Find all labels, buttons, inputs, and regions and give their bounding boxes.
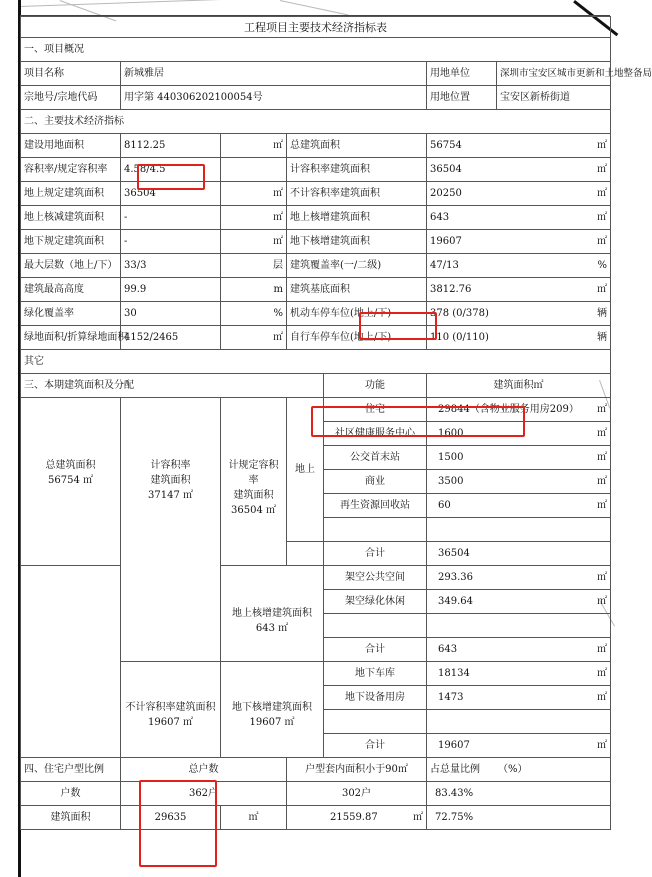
indicator-value: 3812.76 [430, 284, 472, 295]
indicator-label: 地上核增建筑面积 [287, 206, 427, 230]
indicator-label: 建设用地面积 [21, 134, 121, 158]
fa-area-label: 计容积率 [150, 460, 191, 471]
indicator-label: 最大层数（地上/下） [21, 254, 121, 278]
function-area-unit: ㎡ [597, 404, 607, 415]
indicator-value-with-unit [427, 206, 611, 230]
indicator-value: 4152/2465 [121, 326, 221, 350]
indicator-value: 36504 [430, 164, 462, 175]
function-name: 再生资源回收站 [324, 494, 427, 518]
function-name: 地下车库 [324, 662, 427, 686]
function-area-value: 3500 [438, 476, 464, 487]
function-area [427, 398, 611, 422]
total-area-label: 总建筑面积 [45, 460, 96, 471]
function-area-value: 1600 [438, 428, 464, 439]
underground-area-value: 19607 [249, 716, 282, 728]
subtotal-value: 19607 [438, 740, 470, 751]
underground-area-cell [221, 662, 324, 758]
increased-area-label: 地上核增建筑面积 [232, 607, 312, 619]
subtotal-label: 合计 [324, 542, 427, 566]
section-heading: 一、项目概况 [21, 38, 611, 62]
area-small-value: 21559.87 [330, 812, 378, 823]
indicator-value: 8112.25 [121, 134, 221, 158]
indicator-value: 19607 [430, 236, 462, 247]
indicator-table [20, 16, 652, 830]
function-name [324, 614, 427, 638]
above-ground-label: 地上 [287, 398, 324, 542]
area-total-unit: ㎡ [221, 806, 287, 830]
indicator-unit: % [597, 260, 607, 271]
indicator-unit: 辆 [597, 332, 607, 343]
non-fa-area-value: 19607 [148, 716, 180, 728]
indicator-unit: ㎡ [597, 284, 607, 295]
indicator-value: - [121, 206, 221, 230]
indicator-row [21, 302, 611, 326]
table-title: 工程项目主要技术经济指标表 [21, 17, 611, 38]
function-name [324, 710, 427, 734]
subtotal-unit: ㎡ [597, 740, 607, 751]
total-households-header: 总户数 [121, 758, 287, 782]
indicator-label: 总建筑面积 [287, 134, 427, 158]
function-area-unit: ㎡ [597, 500, 607, 511]
households-small: 302户 [287, 782, 427, 806]
function-header: 功能 [324, 374, 427, 398]
section-heading: 二、主要技术经济指标 [21, 110, 611, 134]
indicator-unit: ㎡ [597, 164, 607, 175]
indicator-value: 33/3 [121, 254, 221, 278]
function-area-value: 349.64 [438, 596, 473, 607]
land-unit-label: 用地单位 [427, 62, 497, 86]
total-area-value: 56754 [48, 475, 80, 486]
function-area [427, 494, 611, 518]
function-area [427, 614, 611, 638]
indicator-label: 建筑最高高度 [21, 278, 121, 302]
subtotal-area [427, 734, 611, 758]
indicator-label: 绿地面积/折算绿地面积 [21, 326, 121, 350]
indicator-value: 4.58/4.5 [121, 158, 221, 182]
indicator-unit: ㎡ [597, 188, 607, 199]
function-area [427, 446, 611, 470]
fa-area-unit: ㎡ [183, 490, 193, 501]
indicator-value-with-unit [427, 158, 611, 182]
indicator-value: 20250 [430, 188, 462, 199]
indicator-value: 378 (0/378) [430, 308, 489, 319]
fa-area-value: 37147 [148, 490, 180, 501]
blank-cell [21, 566, 121, 758]
parcel-label: 宗地号/宗地代码 [21, 86, 121, 110]
indicator-row [21, 254, 611, 278]
subtotal-value: 643 [438, 644, 458, 655]
indicator-value: 99.9 [121, 278, 221, 302]
indicator-label: 地下规定建筑面积 [21, 230, 121, 254]
ratio-header [427, 758, 611, 782]
indicator-unit: ㎡ [221, 206, 287, 230]
ratio-header-unit: （%） [498, 764, 528, 775]
regulated-area-label-2: 建筑面积 [233, 490, 274, 501]
function-area [427, 422, 611, 446]
function-area-value: 1500 [438, 452, 464, 463]
indicator-unit: % [221, 302, 287, 326]
indicator-unit: m [221, 278, 287, 302]
increased-area-unit: ㎡ [278, 622, 289, 634]
total-area-unit: ㎡ [83, 475, 93, 486]
indicator-label: 建筑基底面积 [287, 278, 427, 302]
project-name-label: 项目名称 [21, 62, 121, 86]
subtotal-label: 合计 [324, 638, 427, 662]
function-area [427, 566, 611, 590]
indicator-value: 110 (0/110) [430, 332, 489, 343]
fa-area-cell [121, 398, 221, 662]
indicator-value-with-unit [427, 326, 611, 350]
indicator-unit [221, 158, 287, 182]
background-drawing-line [20, 0, 250, 7]
location-value: 宝安区新桥街道 [497, 86, 611, 110]
indicator-unit: ㎡ [597, 212, 607, 223]
indicator-value-with-unit [427, 278, 611, 302]
function-area [427, 518, 611, 542]
function-area [427, 710, 611, 734]
function-area-value: 293.36 [438, 572, 473, 583]
section-heading: 三、本期建筑面积及分配 [21, 374, 324, 398]
indicator-label: 地下核增建筑面积 [287, 230, 427, 254]
parcel-value: 用字第 440306202100054号 [121, 86, 427, 110]
underground-area-unit: ㎡ [284, 716, 295, 728]
indicator-value-with-unit [427, 254, 611, 278]
indicator-unit: 层 [221, 254, 287, 278]
function-area [427, 686, 611, 710]
indicator-unit: ㎡ [597, 140, 607, 151]
indicator-value: - [121, 230, 221, 254]
increased-area-cell [221, 566, 324, 662]
households-total: 362户 [121, 782, 287, 806]
function-area [427, 662, 611, 686]
non-fa-area-cell [121, 662, 221, 758]
ratio-row-label: 建筑面积 [21, 806, 121, 830]
indicator-value: 643 [430, 212, 450, 223]
function-area-unit: ㎡ [597, 668, 607, 679]
indicator-label: 自行车停车位(地上/下) [287, 326, 427, 350]
total-area-cell [21, 398, 121, 566]
function-area-value: 60 [438, 500, 451, 511]
indicator-label: 机动车停车位(地上/下) [287, 302, 427, 326]
non-fa-area-label: 不计容积率建筑面积 [125, 701, 216, 713]
area-ratio: 72.75% [427, 806, 611, 830]
location-label: 用地位置 [427, 86, 497, 110]
area-total: 29635 [121, 806, 221, 830]
function-area-unit: ㎡ [597, 692, 607, 703]
subtotal-area [427, 638, 611, 662]
indicator-label: 地上核减建筑面积 [21, 206, 121, 230]
function-area [427, 470, 611, 494]
area-header: 建筑面积㎡ [427, 374, 611, 398]
indicator-value: 30 [121, 302, 221, 326]
function-name [324, 518, 427, 542]
indicator-value-with-unit [427, 134, 611, 158]
indicator-value-with-unit [427, 230, 611, 254]
section-heading: 四、住宅户型比例 [21, 758, 121, 782]
fa-area-label-2: 建筑面积 [150, 475, 191, 486]
indicator-label: 容积率/规定容积率 [21, 158, 121, 182]
indicator-row [21, 182, 611, 206]
regulated-area-label: 计规定容积率 [228, 460, 279, 486]
blank-cell [287, 542, 324, 566]
function-name: 社区健康服务中心 [324, 422, 427, 446]
indicator-row [21, 278, 611, 302]
increased-area-value: 643 [255, 622, 275, 634]
function-area-value: 18134 [438, 668, 470, 679]
subtotal-area [427, 542, 611, 566]
indicator-value: 36504 [121, 182, 221, 206]
function-name: 地下设备用房 [324, 686, 427, 710]
indicator-row [21, 230, 611, 254]
function-area-unit: ㎡ [597, 452, 607, 463]
background-drawing-line [280, 0, 349, 16]
indicator-unit: ㎡ [221, 326, 287, 350]
project-name-value: 新城雅居 [121, 62, 427, 86]
underground-area-label: 地下核增建筑面积 [232, 701, 312, 713]
non-fa-area-unit: ㎡ [183, 716, 193, 728]
indicator-table-sheet [20, 15, 652, 830]
function-area-unit: ㎡ [597, 476, 607, 487]
indicator-label: 绿化覆盖率 [21, 302, 121, 326]
area-small-unit: ㎡ [413, 812, 423, 823]
subtotal-label: 合计 [324, 734, 427, 758]
function-area-value: 29844（含物业服务用房209） [438, 404, 579, 415]
function-area-unit: ㎡ [597, 572, 607, 583]
indicator-unit: 辆 [597, 308, 607, 319]
indicator-row [21, 206, 611, 230]
regulated-area-cell [221, 398, 287, 566]
function-area-unit: ㎡ [597, 428, 607, 439]
function-area-value: 1473 [438, 692, 464, 703]
small-unit-header: 户型套内面积小于90㎡ [287, 758, 427, 782]
households-ratio: 83.43% [427, 782, 611, 806]
ratio-row-label: 户数 [21, 782, 121, 806]
function-name: 住宅 [324, 398, 427, 422]
function-name: 架空公共空间 [324, 566, 427, 590]
function-name: 商业 [324, 470, 427, 494]
subtotal-unit: ㎡ [597, 644, 607, 655]
indicator-unit: ㎡ [221, 182, 287, 206]
indicator-row [21, 326, 611, 350]
other-heading: 其它 [21, 350, 611, 374]
indicator-value-with-unit [427, 182, 611, 206]
regulated-area-value: 36504 [231, 505, 263, 516]
indicator-value: 47/13 [430, 260, 459, 271]
indicator-value: 56754 [430, 140, 462, 151]
indicator-value-with-unit [427, 302, 611, 326]
indicator-label: 不计容积率建筑面积 [287, 182, 427, 206]
area-small-cell [287, 806, 427, 830]
function-area [427, 590, 611, 614]
land-unit-value: 深圳市宝安区城市更新和土地整备局 [497, 62, 611, 86]
subtotal-value: 36504 [438, 548, 470, 559]
indicator-unit: ㎡ [221, 134, 287, 158]
regulated-area-unit: ㎡ [266, 505, 276, 516]
ratio-header-label: 占总量比例 [430, 764, 480, 775]
indicator-unit: ㎡ [597, 236, 607, 247]
function-area-unit: ㎡ [597, 596, 607, 607]
indicator-row [21, 158, 611, 182]
function-name: 公交首末站 [324, 446, 427, 470]
indicator-row [21, 134, 611, 158]
indicator-label: 计容积率建筑面积 [287, 158, 427, 182]
indicator-label: 地上规定建筑面积 [21, 182, 121, 206]
indicator-label: 建筑覆盖率(一/二级) [287, 254, 427, 278]
indicator-unit: ㎡ [221, 230, 287, 254]
function-name: 架空绿化休闲 [324, 590, 427, 614]
